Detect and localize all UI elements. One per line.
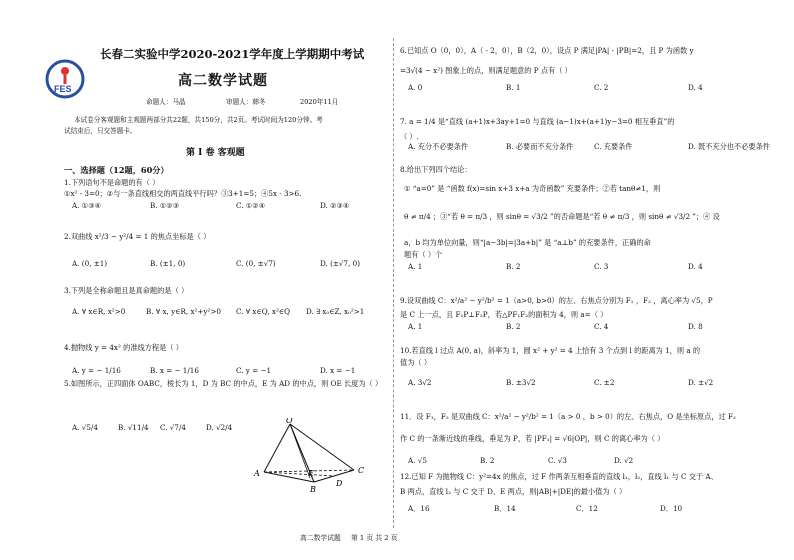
q12-option-c: C．12 [576,504,598,513]
instructions-line-1: 本试卷分客观题和主观题两部分共22题，共150分，共2页。考试时间为120分钟。考 [74,116,323,124]
q12-option-a: A．16 [408,504,430,513]
q11-stem-line-2: 作 C 的一条渐近线的垂线，垂足为 P，若 |PF₁| = √6|OP|，则 C 的离心率为（ ） [400,434,665,443]
q9-option-b: B. 2 [506,322,521,331]
q1-option-b: B. ①②③ [150,201,180,210]
label-d: D [336,479,343,488]
q2-stem: 2.双曲线 x²/3 − y²/4 = 1 的焦点坐标是（ ） [64,232,211,241]
q2-option-c: C. (0, ±√7) [236,259,276,268]
q8-option-a: A. 1 [408,262,423,271]
q8-stem: 8.给出下列四个结论： [400,165,472,174]
edge-oe [290,424,310,478]
q3-option-c: C. ∀ x∈Q, x²∈Q [236,307,291,316]
q6-option-c: C. 2 [594,83,609,92]
q4-option-b: B. x = − 1/16 [150,366,199,375]
q7-option-a: A. 充分不必要条件 [408,142,469,151]
q4-stem: 4.抛物线 y = 4x² 的准线方程是（ ） [64,343,183,352]
q8-line-1: ① “a=0” 是 “函数 f(x)=sin x+3 x+a 为奇函数” 充要条件；②若 tanθ≠1，则 [404,184,661,193]
q3-stem: 3.下列是全称命题且是真命题的是（ ） [64,286,189,295]
info-date: 2020年11月 [300,98,339,106]
q4-option-a: A. y = − 1/16 [72,366,121,375]
q7-option-c: C. 充要条件 [594,142,633,151]
q10-option-d: D. ±√2 [688,378,714,387]
q6-stem-line-1: 6.已知点 O（0，0），A（ - 2，0），B（2，0），设点 P 满足|PA| - |PB|=2，且 P 为函数 y [400,46,694,55]
q10-option-c: C. ±2 [594,378,615,387]
q11-option-c: C. √3 [548,456,567,465]
q9-stem-line-1: 9.设双曲线 C：x²/a² − y²/b² = 1（a>0, b>0）的左、右焦点分别为 F₁ ，F₂ ，离心率为 √5，P [400,296,713,305]
q10-stem-line-2: 值为（ ） [400,358,432,367]
footer-page-number: 第 1 页 共 2 页 [350,534,398,542]
instructions-line-2: 试结束后，只交答题卡。 [64,127,137,135]
q6-option-b: B. 1 [506,83,521,92]
label-a: A [254,469,260,478]
part1-heading: 一、选择题（12题，60分） [64,165,169,175]
q2-option-b: B. (±1, 0) [150,259,186,268]
q2-option-a: A. (0, ±1) [72,259,108,268]
q11-option-d: D. √2 [614,456,634,465]
q8-line-3: a，b 均为单位向量，则“|a−3b|=|3a+b|” 是 “a⊥b” 的充要条件，正确的命 [404,238,651,247]
label-c: C [358,466,365,475]
q5-option-a: A. √5/4 [72,423,98,432]
q12-option-b: B．14 [494,504,516,513]
label-e: E [308,469,314,478]
page-footer [300,534,406,542]
q1-option-a: A. ①③④ [72,201,102,210]
q4-option-d: D. x = −1 [320,366,356,375]
q7-stem-line-1: 7. a = 1/4 是“直线 (a+1)x+3ay+1=0 与直线 (a−1)x+(a+1)y−3=0 相互垂直”的 [400,117,675,126]
school-logo [44,58,86,100]
column-divider [393,38,394,528]
exam-title: 高二数学试题 [178,73,268,89]
q5-option-d: D. √2/4 [206,423,233,432]
q8-line-2: θ ≠ π/4 ；③“若 θ = π/3 ，则 sinθ = √3/2 ”的否命题是“若 θ ≠ π/3 ，则 sinθ ≠ √3/2 ”；④ 设 [404,212,720,221]
q1-stem: 1.下列语句不是命题的有（ ） [64,178,160,187]
q6-option-a: A. 0 [408,83,423,92]
label-o: O [286,418,293,425]
q4-option-c: C. y = −1 [236,366,272,375]
q10-stem-line-1: 10.若直线 l 过点 A(0, a)，斜率为 1，圆 x² + y² = 4 上恰有 3 个点到 l 的距离为 1，则 a 的 [400,346,701,355]
q11-option-b: B. 2 [480,456,495,465]
q7-option-d: D. 既不充分也不必要条件 [688,142,770,151]
tetrahedron-figure [250,418,380,498]
q3-option-d: D. ∃ x₀∈Z, x₀²>1 [306,307,365,316]
q5-option-c: C. √7/4 [160,423,186,432]
q5-stem: 5.如图所示，正四面体 OABC，棱长为 1，D 为 BC 的中点，E 为 AD 的中点，则 OE 长度为（ ） [64,379,383,388]
q10-option-b: B. ±3√2 [506,378,536,387]
footer-subject: 高二数学试题 [300,534,341,542]
q1-line2: ①x² - 3=0；②与一条直线相交的两直线平行吗？③3+1=5；④5x - 3>6. [64,189,302,198]
info-proposer: 命题人：马晶 [146,98,186,106]
q8-option-b: B. 2 [506,262,521,271]
school-title: 长春二实验中学2020-2021学年度上学期期中考试 [100,47,365,61]
q9-option-d: D. 8 [688,322,703,331]
q5-option-b: B. √11/4 [118,423,149,432]
q11-option-a: A. √5 [408,456,427,465]
q8-option-c: C. 3 [594,262,609,271]
q7-option-b: B. 必要而不充分条件 [506,142,574,151]
q6-option-d: D. 4 [688,83,703,92]
q9-option-c: C. 4 [594,322,609,331]
q11-stem-line-1: 11．设 F₁，F₂ 是双曲线 C：x²/a² − y²/b² = 1（a > 0 ，b > 0）的左、右焦点，O 是坐标原点，过 F₂ [400,412,736,421]
q8-line-4: 题有（ ）个 [404,250,443,259]
q1-option-d: D. ②③④ [320,201,350,210]
q9-stem-line-2: 是 C 上一点，且 F₁P⊥F₂P，若△PF₁F₂的面积为 4，则 a=（ ） [400,310,608,319]
q12-stem-line-2: B 两点，直线 l₂ 与 C 交于 D、E 两点，则|AB|+|DE|的最小值为（ ） [400,487,627,496]
q3-option-b: B. ∀ x, y∈R, x²+y²>0 [146,307,221,316]
q2-option-d: D. (±√7, 0) [320,259,361,268]
q8-option-d: D. 4 [688,262,703,271]
info-reviewer: 审题人：韩冬 [226,98,266,106]
q12-stem-line-1: 12.已知 F 为抛物线 C：y²=4x 的焦点，过 F 作两条互相垂直的直线 l₁，l₂，直线 l₁ 与 C 交于 A、 [400,472,718,481]
volume-heading: 第 Ⅰ 卷 客观题 [186,148,245,158]
logo-text: FES [54,84,72,94]
q6-stem-line-2: =3√(4 − x²) 图象上的点，则满足题意的 P 点有（ ） [400,66,572,75]
q12-option-d: D．10 [660,504,683,513]
q10-option-a: A. 3√2 [408,378,432,387]
edge-oa [264,424,290,472]
label-b: B [310,485,316,494]
q7-stem-line-2: （ ）. [400,132,419,141]
q9-option-a: A. 1 [408,322,423,331]
q3-option-a: A. ∀ x∈R, x²>0 [72,307,126,316]
q1-option-c: C. ①②④ [236,201,266,210]
